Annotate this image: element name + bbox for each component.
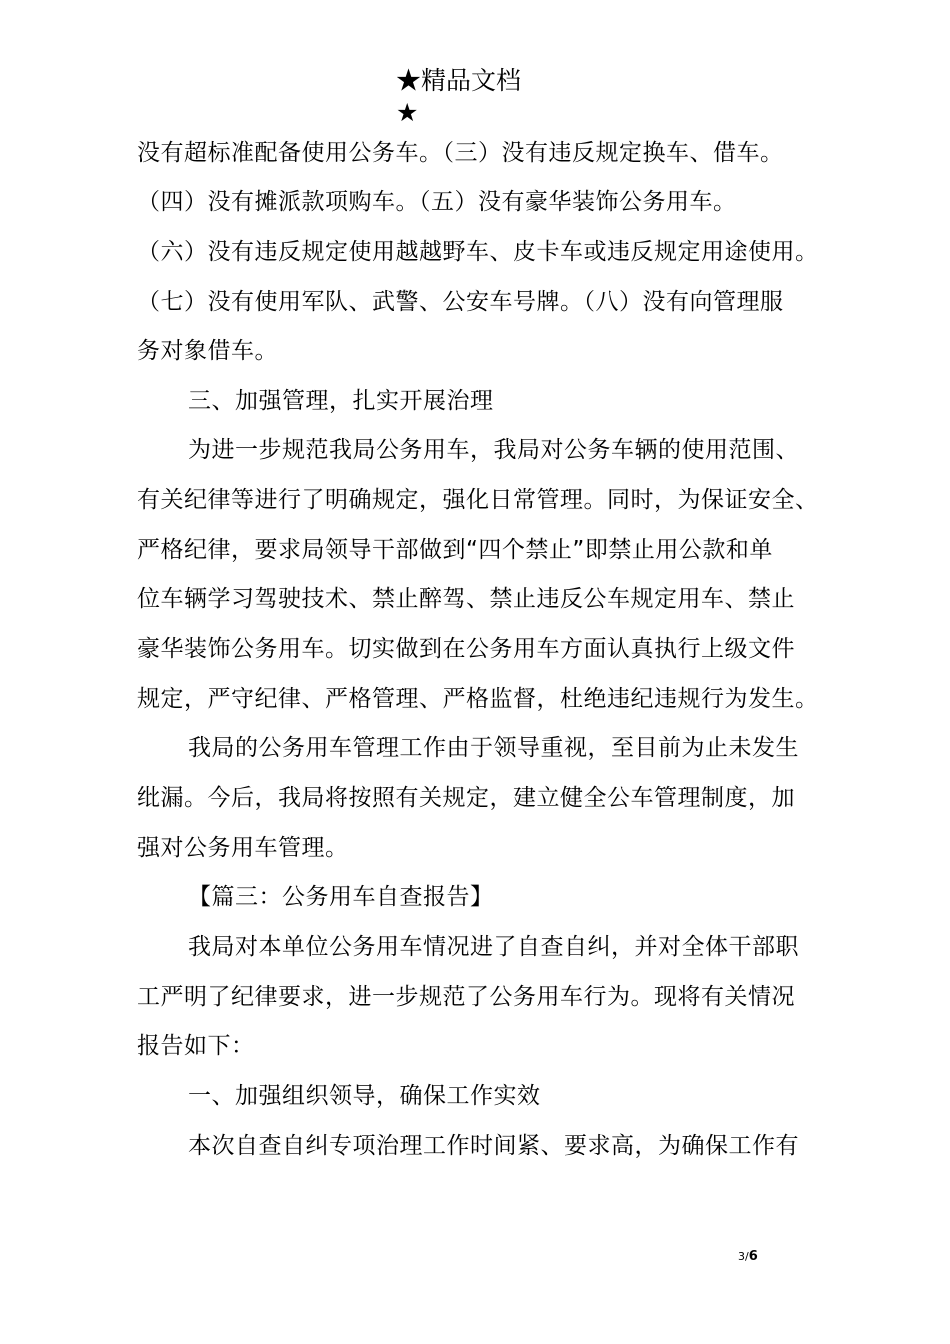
header-title: ★精品文档: [396, 66, 522, 95]
body-line: 位车辆学习驾驶技术、禁止醉驾、禁止违反公车规定用车、禁止: [137, 586, 795, 612]
body-line: 我局对本单位公务用车情况进了自查自纠，并对全体干部职: [188, 934, 799, 960]
body-line: （四）没有摊派款项购车。（五）没有豪华装饰公务用车。: [137, 189, 737, 215]
section-heading: 三、加强管理，扎实开展治理: [188, 388, 494, 414]
body-line: 规定，严守纪律、严格管理、严格监督，杜绝违纪违规行为发生。: [137, 686, 819, 712]
body-line: 本次自查自纠专项治理工作时间紧、要求高，为确保工作有: [188, 1133, 799, 1159]
body-line: 没有超标准配备使用公务车。（三）没有违反规定换车、借车。: [137, 140, 784, 166]
document-header: [396, 64, 521, 128]
section-title: 【篇三：公务用车自查报告】: [188, 884, 494, 910]
body-line: 工严明了纪律要求，进一步规范了公务用车行为。现将有关情况: [137, 984, 795, 1010]
star-icon: ★: [396, 98, 419, 127]
body-line: 豪华装饰公务用车。切实做到在公务用车方面认真执行上级文件: [137, 636, 795, 662]
page-current: 3: [738, 1250, 745, 1263]
body-line: 报告如下：: [137, 1033, 255, 1059]
page-number: [738, 1250, 758, 1264]
body-line: 强对公务用车管理。: [137, 835, 349, 861]
body-line: 有关纪律等进行了明确规定，强化日常管理。同时，为保证安全、: [137, 487, 819, 513]
page-total: 6: [748, 1249, 758, 1264]
body-line: 纰漏。今后，我局将按照有关规定，建立健全公车管理制度，加: [137, 785, 795, 811]
body-line: （七）没有使用军队、武警、公安车号牌。（八）没有向管理服: [137, 289, 784, 315]
body-line: （六）没有违反规定使用越越野车、皮卡车或违反规定用途使用。: [137, 239, 819, 265]
body-line: 务对象借车。: [137, 338, 278, 364]
section-heading: 一、加强组织领导，确保工作实效: [188, 1083, 541, 1109]
body-line: 严格纪律，要求局领导干部做到“四个禁止”即禁止用公款和单: [137, 537, 773, 563]
body-line: 为进一步规范我局公务用车，我局对公务车辆的使用范围、: [188, 437, 799, 463]
body-line: 我局的公务用车管理工作由于领导重视，至目前为止未发生: [188, 735, 799, 761]
page-separator: /: [745, 1250, 749, 1263]
